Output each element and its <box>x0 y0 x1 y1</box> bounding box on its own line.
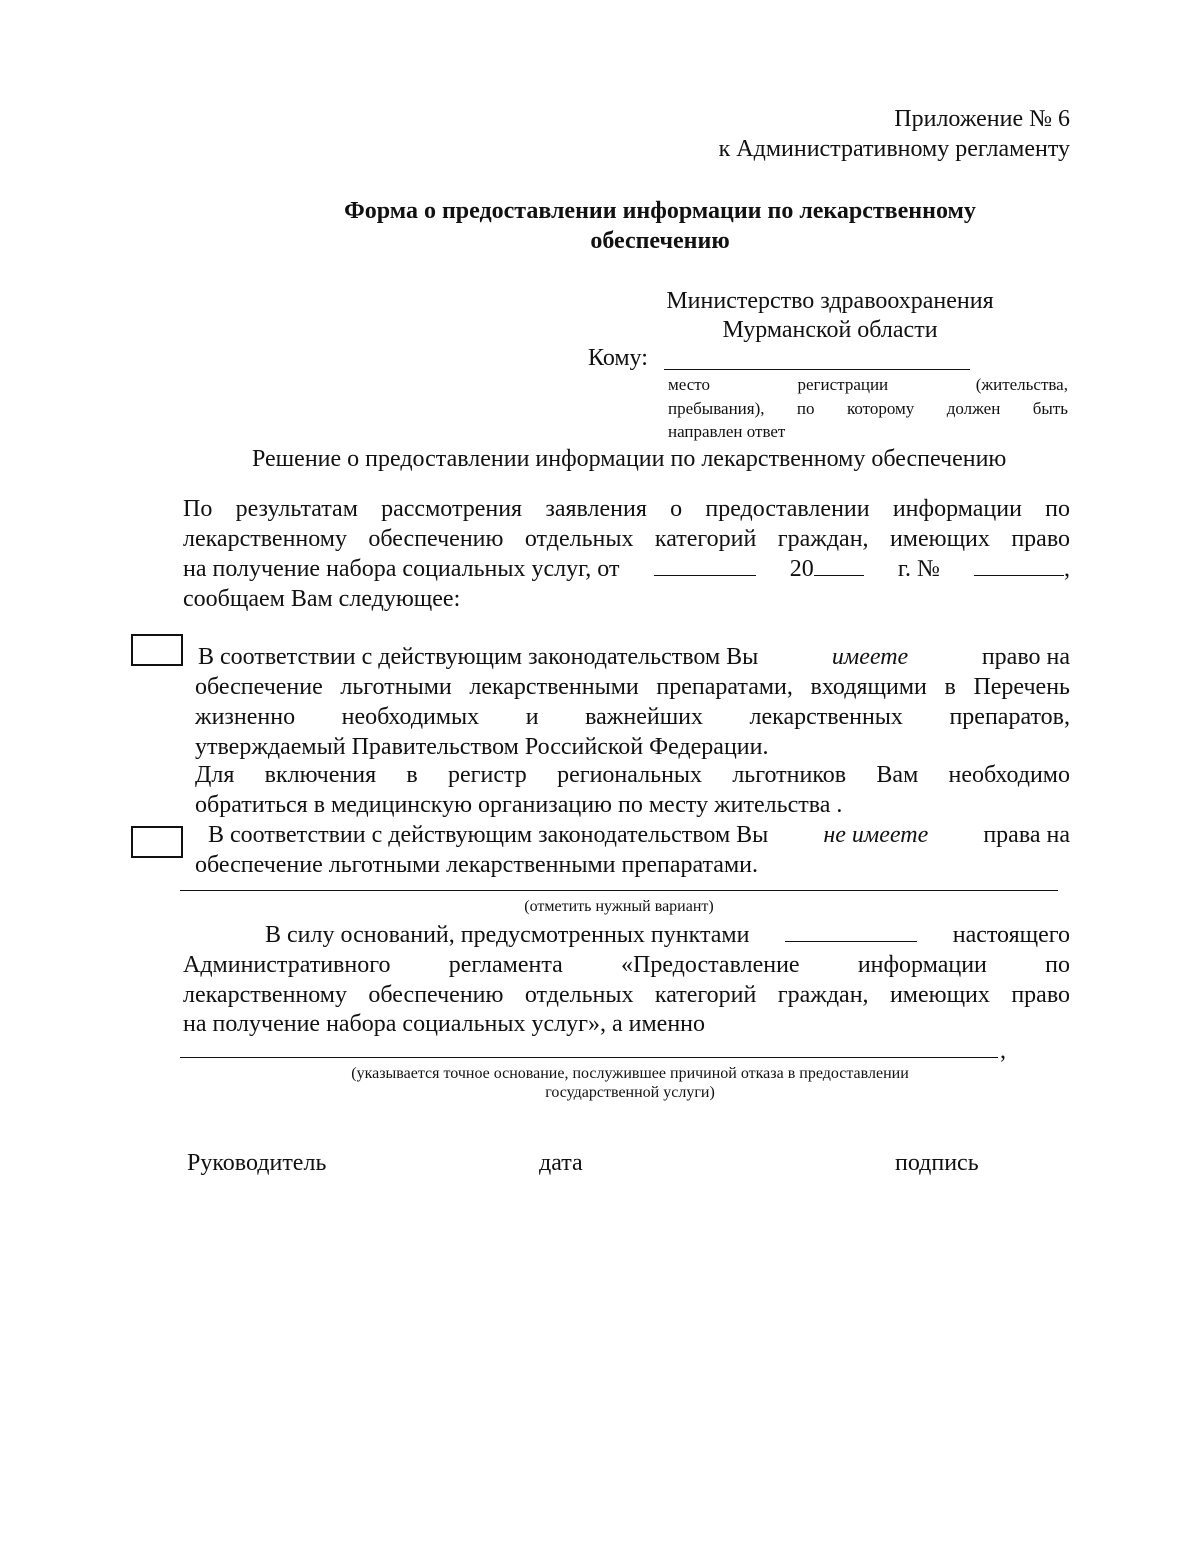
option1-line5: Для включения в регистр региональных льготников Вам необходимо <box>195 762 1070 788</box>
address-note-word2: регистрации <box>797 375 889 394</box>
option2-emphasis: не имеете <box>823 822 929 848</box>
grounds-line1 <box>265 920 1070 950</box>
form-title-line1: Форма о предоставлении информации по лекарственному <box>344 198 976 224</box>
options-divider <box>180 890 1058 891</box>
option1-line6: обратиться в медицинскую организацию по месту жительства . <box>195 792 843 818</box>
grounds-line2: Административного регламента «Предоставление информации по <box>183 952 1070 978</box>
decision-heading: Решение о предоставлении информации по лекарственному обеспечению <box>252 446 1007 472</box>
ministry-name-line2: Мурманской области <box>722 317 938 343</box>
option2-line1 <box>208 820 1070 850</box>
number-comma: , <box>1064 556 1070 582</box>
intro-line3 <box>183 554 1070 584</box>
number-label: г. № <box>897 556 940 582</box>
reason-note-line2: государственной услуги) <box>545 1084 715 1101</box>
option1-line3: жизненно необходимых и важнейших лекарственных препаратов, <box>195 704 1070 730</box>
option1-line1 <box>198 642 1070 672</box>
signature-date-label: дата <box>539 1150 583 1176</box>
clauses-blank <box>785 921 917 942</box>
option2-line1-end: права на <box>983 822 1070 848</box>
option1-line2: обеспечение льготными лекарственными препаратами, входящими в Перечень <box>195 674 1070 700</box>
option1-line4: утверждаемый Правительством Российской Федерации. <box>195 734 769 760</box>
option2-line2: обеспечение льготными лекарственными препаратами. <box>195 852 758 878</box>
option1-line1-end: право на <box>981 644 1070 670</box>
reason-note-line1: (указывается точное основание, послужившее причиной отказа в предоставлении <box>351 1065 909 1082</box>
signature-head-label: Руководитель <box>187 1150 327 1176</box>
intro-line1: По результатам рассмотрения заявления о предоставлении информации по <box>183 496 1070 522</box>
ministry-name-line1: Министерство здравоохранения <box>666 288 994 314</box>
address-note-word1: место <box>668 375 710 394</box>
address-note-line1 <box>668 373 1068 397</box>
reason-field-comma: , <box>1000 1038 1006 1064</box>
address-note-word3: (жительства, <box>975 375 1068 394</box>
number-blank <box>974 555 1064 576</box>
option2-line1-text: В соответствии с действующим законодательством Вы <box>208 822 769 848</box>
intro-line4: сообщаем Вам следующее: <box>183 586 461 612</box>
reason-field-line <box>180 1057 998 1058</box>
choose-option-note: (отметить нужный вариант) <box>524 898 714 915</box>
grounds-line1-end: настоящего <box>952 922 1070 948</box>
year-blank <box>814 555 864 576</box>
to-label: Кому: <box>588 345 648 371</box>
grounds-line1-text: В силу оснований, предусмотренных пунктами <box>265 922 750 948</box>
number-group <box>974 554 1070 584</box>
to-field-line <box>664 369 970 370</box>
year-prefix: 20 <box>789 556 814 582</box>
date-blank <box>654 555 756 576</box>
address-note-line2: пребывания), по которому должен быть <box>668 399 1068 418</box>
year-group <box>790 554 864 584</box>
option1-line1-text: В соответствии с действующим законодательством Вы <box>198 644 759 670</box>
option1-emphasis: имеете <box>831 644 909 670</box>
intro-line2: лекарственному обеспечению отдельных категорий граждан, имеющих право <box>183 526 1070 552</box>
option1-checkbox[interactable] <box>131 634 183 666</box>
signature-sign-label: подпись <box>895 1150 979 1176</box>
regulation-reference: к Административному регламенту <box>718 136 1070 162</box>
address-note-line3: направлен ответ <box>668 422 786 441</box>
option2-checkbox[interactable] <box>131 826 183 858</box>
appendix-number: Приложение № 6 <box>894 106 1070 132</box>
grounds-line3: лекарственному обеспечению отдельных категорий граждан, имеющих право <box>183 982 1070 1008</box>
form-title-line2: обеспечению <box>590 228 730 254</box>
intro-line3-text: на получение набора социальных услуг, от <box>183 556 620 582</box>
grounds-line4: на получение набора социальных услуг», а именно <box>183 1011 706 1037</box>
